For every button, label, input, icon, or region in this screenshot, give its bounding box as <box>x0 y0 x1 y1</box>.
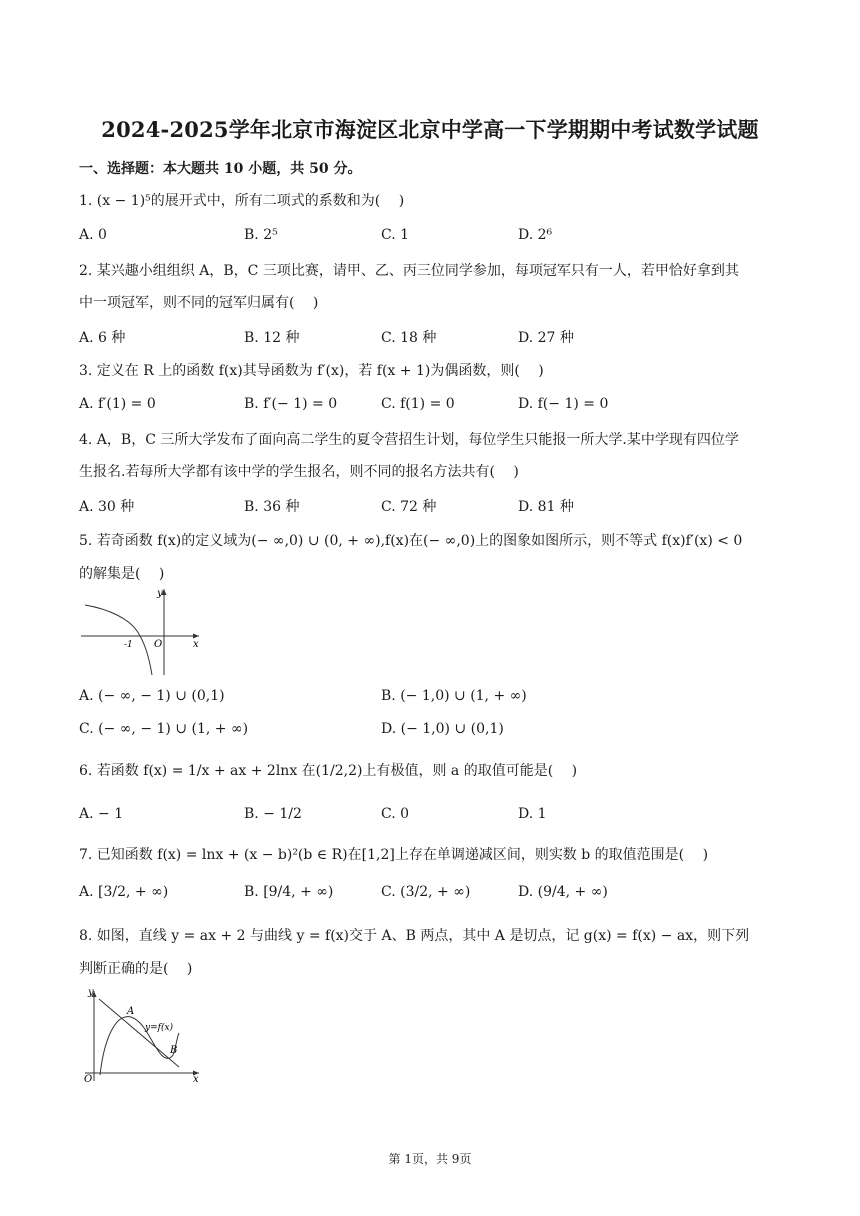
q8-graph-figure <box>79 985 204 1085</box>
q4-option-a: A. 30 种 <box>79 499 135 515</box>
q8-curve-label: y=f(x) <box>145 1023 174 1033</box>
question-4-stem-line2: 生报名.若每所大学都有该中学的学生报名，则不同的报名方法共有( ) <box>79 464 519 480</box>
q6-option-a: A. − 1 <box>79 806 124 822</box>
q6-option-c: C. 0 <box>381 806 410 822</box>
exam-title: 2024-2025学年北京市海淀区北京中学高一下学期期中考试数学试题 <box>101 117 759 142</box>
q2-option-d: D. 27 种 <box>518 330 574 346</box>
q8-origin-label: O <box>84 1074 93 1085</box>
q8-point-a-label: A <box>127 1006 135 1017</box>
q8-x-label: x <box>193 1074 199 1085</box>
q5-y-label: y <box>157 588 163 599</box>
q8-tangent-line <box>99 999 179 1067</box>
q1-option-b: B. 2⁵ <box>244 227 278 243</box>
question-7-stem: 7. 已知函数 f(x) = lnx + (x − b)²(b ∈ R)在[1,2]上存在单调递减区间，则实数 b 的取值范围是( ) <box>79 847 709 863</box>
question-5-stem-line2: 的解集是( ) <box>79 566 165 582</box>
q7-option-a: A. [3/2, + ∞) <box>79 884 169 900</box>
q7-option-d: D. (9/4, + ∞) <box>518 884 608 900</box>
question-4-stem-line1: 4. A，B，C 三所大学发布了面向高二学生的夏令营招生计划，每位学生只能报一所大学.某中学现有四位学 <box>79 432 739 448</box>
q1-option-c: C. 1 <box>381 227 410 243</box>
q7-option-c: C. (3/2, + ∞) <box>381 884 471 900</box>
q5-curve <box>85 605 152 675</box>
question-8-stem-line2: 判断正确的是( ) <box>79 961 193 977</box>
question-2-stem-line2: 中一项冠军，则不同的冠军归属有( ) <box>79 295 319 311</box>
q5-x-arrow-icon <box>193 634 199 639</box>
q5-option-c: C. (− ∞, − 1) ∪ (1, + ∞) <box>79 721 249 737</box>
question-5-stem-line1: 5. 若奇函数 f(x)的定义域为(− ∞,0) ∪ (0, + ∞),f(x)在(− ∞,0)上的图象如图所示，则不等式 f(x)f′(x) < 0 <box>79 533 743 549</box>
q5-x-label: x <box>193 639 199 650</box>
q5-option-d: D. (− 1,0) ∪ (0,1) <box>381 721 504 737</box>
q5-origin-label: O <box>154 639 163 650</box>
q2-option-a: A. 6 种 <box>79 330 126 346</box>
q2-option-c: C. 18 种 <box>381 330 437 346</box>
page-footer: 第 1页，共 9页 <box>388 1152 472 1166</box>
q5-neg1-label: -1 <box>124 640 133 650</box>
q6-option-d: D. 1 <box>518 806 547 822</box>
q2-option-b: B. 12 种 <box>244 330 300 346</box>
q3-option-d: D. f(− 1) = 0 <box>518 396 609 412</box>
q8-point-b-label: B <box>170 1045 178 1056</box>
q3-option-a: A. f′(1) = 0 <box>79 396 156 412</box>
q4-option-d: D. 81 种 <box>518 499 574 515</box>
question-3-stem: 3. 定义在 R 上的函数 f(x)其导函数为 f′(x)，若 f(x + 1)为偶函数，则( ) <box>79 363 544 379</box>
question-8-stem-line1: 8. 如图，直线 y = ax + 2 与曲线 y = f(x)交于 A、B 两点，其中 A 是切点，记 g(x) = f(x) − ax，则下列 <box>79 928 750 944</box>
section-heading: 一、选择题：本大题共 10 小题，共 50 分。 <box>79 161 362 177</box>
q8-y-label: y <box>88 987 94 998</box>
q5-option-b: B. (− 1,0) ∪ (1, + ∞) <box>381 688 527 704</box>
question-2-stem-line1: 2. 某兴趣小组组织 A，B，C 三项比赛，请甲、乙、丙三位同学参加，每项冠军只有一人，若甲恰好拿到其 <box>79 263 739 279</box>
q3-option-b: B. f′(− 1) = 0 <box>244 396 338 412</box>
q6-option-b: B. − 1/2 <box>244 806 302 822</box>
q4-option-c: C. 72 种 <box>381 499 437 515</box>
q1-option-a: A. 0 <box>79 227 107 243</box>
q4-option-b: B. 36 种 <box>244 499 300 515</box>
q3-option-c: C. f(1) = 0 <box>381 396 455 412</box>
q1-option-d: D. 2⁶ <box>518 227 553 243</box>
q5-option-a: A. (− ∞, − 1) ∪ (0,1) <box>79 688 225 704</box>
q7-option-b: B. [9/4, + ∞) <box>244 884 334 900</box>
q5-graph-figure <box>79 585 204 680</box>
question-6-stem: 6. 若函数 f(x) = 1/x + ax + 2lnx 在(1/2,2)上有极值，则 a 的取值可能是( ) <box>79 763 578 779</box>
question-1-stem: 1. (x − 1)⁵的展开式中，所有二项式的系数和为( ) <box>79 193 405 209</box>
